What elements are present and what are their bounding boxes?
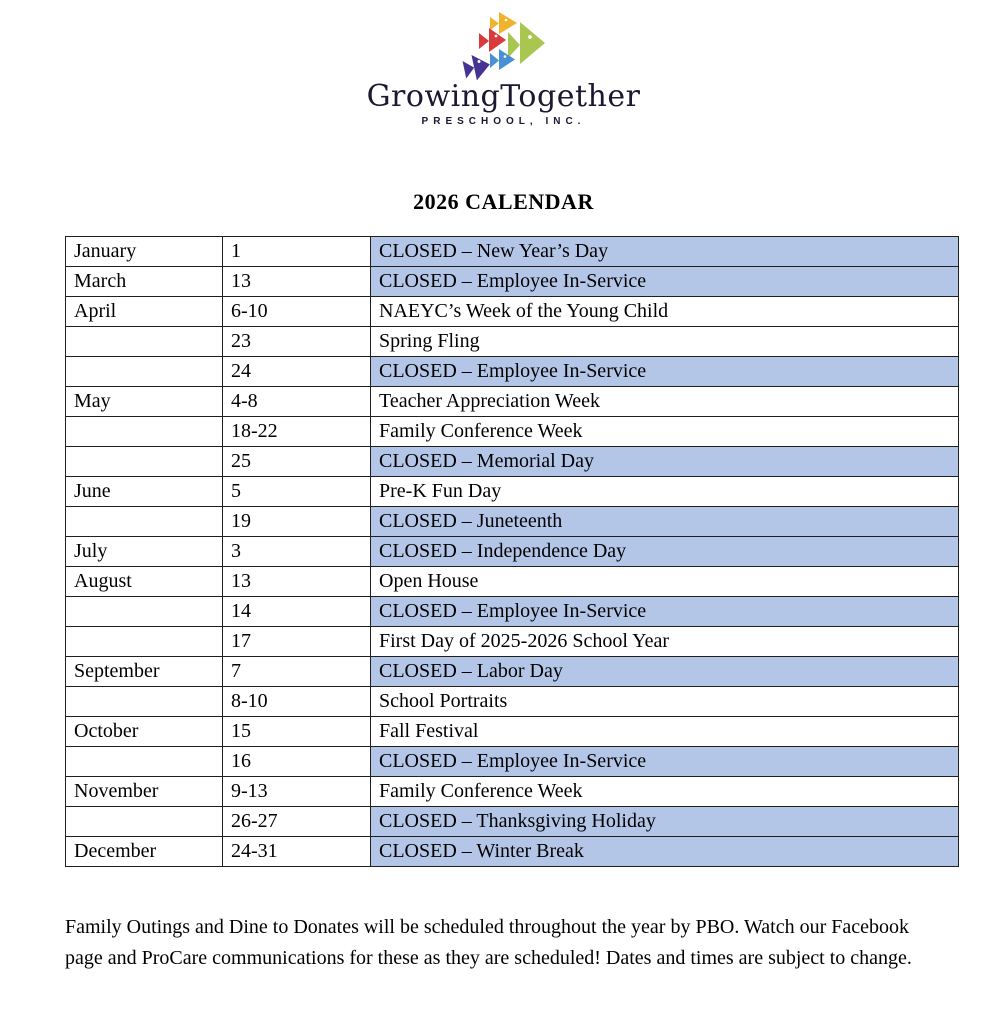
table-row (66, 717, 959, 747)
table-row (66, 687, 959, 717)
date-cell: 23 (223, 327, 371, 357)
event-cell: CLOSED – Thanksgiving Holiday (371, 807, 959, 837)
event-cell: CLOSED – Employee In-Service (371, 267, 959, 297)
date-cell: 18-22 (223, 417, 371, 447)
event-cell: CLOSED – Employee In-Service (371, 747, 959, 777)
event-cell: CLOSED – New Year’s Day (371, 237, 959, 267)
logo (0, 0, 1007, 127)
month-cell (66, 747, 223, 777)
event-cell: CLOSED – Employee In-Service (371, 597, 959, 627)
date-cell: 9-13 (223, 777, 371, 807)
month-cell (66, 507, 223, 537)
date-cell: 4-8 (223, 387, 371, 417)
month-cell: December (66, 837, 223, 867)
event-cell: CLOSED – Memorial Day (371, 447, 959, 477)
table-row (66, 597, 959, 627)
table-row (66, 447, 959, 477)
green-fish-icon (508, 22, 545, 64)
date-cell: 13 (223, 267, 371, 297)
date-cell: 5 (223, 477, 371, 507)
table-row (66, 267, 959, 297)
month-cell: May (66, 387, 223, 417)
month-cell (66, 417, 223, 447)
event-cell: Pre-K Fun Day (371, 477, 959, 507)
table-row (66, 507, 959, 537)
event-cell: NAEYC’s Week of the Young Child (371, 297, 959, 327)
event-cell: Teacher Appreciation Week (371, 387, 959, 417)
month-cell (66, 687, 223, 717)
event-cell: Family Conference Week (371, 417, 959, 447)
table-row (66, 237, 959, 267)
event-cell: CLOSED – Winter Break (371, 837, 959, 867)
month-cell (66, 327, 223, 357)
table-row (66, 417, 959, 447)
event-cell: CLOSED – Independence Day (371, 537, 959, 567)
event-cell: Family Conference Week (371, 777, 959, 807)
table-row (66, 387, 959, 417)
event-cell: CLOSED – Employee In-Service (371, 357, 959, 387)
date-cell: 17 (223, 627, 371, 657)
calendar-table (65, 236, 959, 867)
preschool-logo-fish-icon (456, 8, 552, 84)
event-cell: Fall Festival (371, 717, 959, 747)
yellow-fish-icon (490, 12, 517, 34)
table-row (66, 777, 959, 807)
table-row (66, 477, 959, 507)
month-cell: August (66, 567, 223, 597)
date-cell: 16 (223, 747, 371, 777)
month-cell (66, 807, 223, 837)
table-row (66, 357, 959, 387)
event-cell: CLOSED – Juneteenth (371, 507, 959, 537)
month-cell: March (66, 267, 223, 297)
logo-tagline: PRESCHOOL, INC. (421, 116, 586, 127)
month-cell: June (66, 477, 223, 507)
date-cell: 13 (223, 567, 371, 597)
month-cell: July (66, 537, 223, 567)
date-cell: 8-10 (223, 687, 371, 717)
event-cell: Spring Fling (371, 327, 959, 357)
date-cell: 6-10 (223, 297, 371, 327)
event-cell: School Portraits (371, 687, 959, 717)
date-cell: 1 (223, 237, 371, 267)
date-cell: 24 (223, 357, 371, 387)
table-row (66, 837, 959, 867)
month-cell (66, 447, 223, 477)
date-cell: 7 (223, 657, 371, 687)
event-cell: CLOSED – Labor Day (371, 657, 959, 687)
month-cell (66, 357, 223, 387)
month-cell: November (66, 777, 223, 807)
table-row (66, 747, 959, 777)
date-cell: 14 (223, 597, 371, 627)
event-cell: Open House (371, 567, 959, 597)
date-cell: 24-31 (223, 837, 371, 867)
month-cell: January (66, 237, 223, 267)
table-row (66, 807, 959, 837)
date-cell: 19 (223, 507, 371, 537)
table-row (66, 537, 959, 567)
month-cell (66, 627, 223, 657)
month-cell: April (66, 297, 223, 327)
date-cell: 26-27 (223, 807, 371, 837)
date-cell: 15 (223, 717, 371, 747)
logo-brand-text: GrowingTogether (366, 79, 641, 114)
month-cell: October (66, 717, 223, 747)
table-row (66, 327, 959, 357)
month-cell: September (66, 657, 223, 687)
date-cell: 25 (223, 447, 371, 477)
table-row (66, 297, 959, 327)
table-row (66, 627, 959, 657)
calendar-table-body (66, 237, 959, 867)
purple-fish-icon (461, 52, 492, 83)
date-cell: 3 (223, 537, 371, 567)
event-cell: First Day of 2025-2026 School Year (371, 627, 959, 657)
footer-note: Family Outings and Dine to Donates will be scheduled throughout the year by PBO. Watch our Facebook page and ProCare communications for these as they are scheduled! Dates and times are subject to change. (65, 916, 912, 969)
month-cell (66, 597, 223, 627)
table-row (66, 567, 959, 597)
table-row (66, 657, 959, 687)
page-title: 2026 CALENDAR (413, 189, 594, 214)
